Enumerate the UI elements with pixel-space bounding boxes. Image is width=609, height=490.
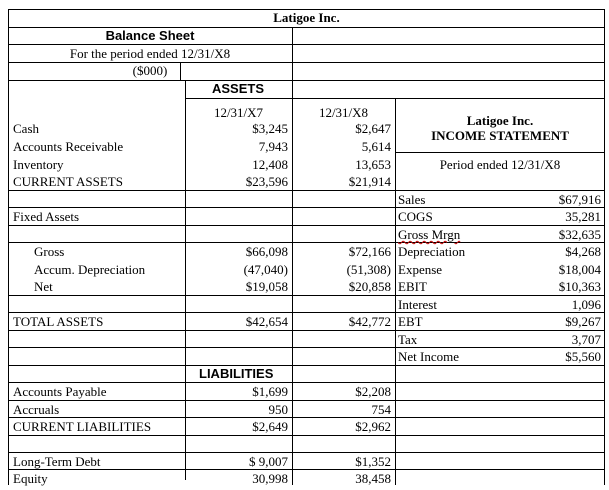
is-company: Latigoe Inc.: [466, 113, 534, 128]
is-value-net-income: $5,560: [565, 349, 601, 364]
row-label-current-liabilities: CURRENT LIABILITIES: [13, 419, 152, 434]
is-value-cogs: 35,281: [565, 209, 601, 224]
net-x8: $20,858: [348, 279, 391, 294]
is-value-ebt: $9,267: [565, 314, 601, 329]
ltd-x7: $ 9,007: [249, 454, 288, 469]
is-value-ebit: $10,363: [558, 279, 601, 294]
row-label-gross: Gross: [34, 244, 65, 259]
current-assets-x8: $21,914: [348, 174, 391, 189]
hline: [8, 190, 395, 191]
vline: [292, 27, 293, 80]
hline: [8, 382, 605, 383]
col-header-x8: 12/31/X8: [318, 105, 369, 120]
hline: [8, 312, 605, 313]
total-assets-x7: $42,654: [245, 314, 288, 329]
row-label-ar: Accounts Receivable: [13, 139, 124, 154]
cash-x7: $3,245: [252, 121, 288, 136]
row-label-total-assets: TOTAL ASSETS: [13, 314, 104, 329]
ltd-x8: $1,352: [355, 454, 391, 469]
row-label-equity: Equity: [13, 471, 48, 486]
hline: [8, 417, 605, 418]
row-label-accum-dep: Accum. Depreciation: [34, 262, 146, 277]
hline: [8, 242, 605, 243]
ap-x8: $2,208: [355, 384, 391, 399]
accruals-x8: 754: [371, 402, 391, 417]
hline: [8, 44, 605, 45]
row-label-accruals: Accruals: [13, 402, 60, 417]
cash-x8: $2,647: [355, 121, 391, 136]
balance-sheet-units: ($000): [132, 63, 168, 78]
ap-x7: $1,699: [252, 384, 288, 399]
hline: [8, 365, 605, 366]
accruals-x7: 950: [268, 402, 288, 417]
is-label-net-income: Net Income: [398, 349, 460, 364]
net-x7: $19,058: [245, 279, 288, 294]
hline: [8, 295, 605, 296]
current-assets-x7: $23,596: [245, 174, 288, 189]
equity-x7: 30,998: [252, 471, 288, 486]
balance-sheet-title: Balance Sheet: [105, 28, 195, 43]
is-label-cogs: COGS: [398, 209, 433, 224]
hline: [8, 400, 605, 401]
is-label-tax: Tax: [398, 332, 418, 347]
is-value-gross-margin: $32,635: [558, 227, 601, 242]
is-label-gross-margin: [398, 227, 460, 242]
col-header-x7: 12/31/X7: [213, 105, 264, 120]
hline: [8, 80, 605, 81]
is-title: INCOME STATEMENT: [431, 128, 569, 143]
is-value-expense: $18,004: [558, 262, 601, 277]
hline: [395, 190, 605, 191]
is-value-depreciation: $4,268: [565, 244, 601, 259]
is-label-ebt: EBT: [398, 314, 423, 329]
is-label-interest: Interest: [398, 297, 437, 312]
total-assets-x8: $42,772: [348, 314, 391, 329]
is-label-ebit: EBIT: [398, 279, 427, 294]
gross-margin-text: Gross Mrgn: [398, 227, 461, 242]
hline: [8, 330, 605, 331]
assets-header: ASSETS: [212, 81, 265, 96]
row-label-fixed-assets: Fixed Assets: [13, 209, 80, 224]
hline: [8, 452, 605, 453]
hline: [8, 435, 605, 436]
is-label-depreciation: Depreciation: [398, 244, 466, 259]
row-label-ltd: Long-Term Debt: [13, 454, 101, 469]
ar-x7: 7,943: [258, 139, 288, 154]
row-label-inventory: Inventory: [13, 157, 64, 172]
row-label-ap: Accounts Payable: [13, 384, 107, 399]
is-value-tax: 3,707: [571, 332, 601, 347]
ar-x8: 5,614: [361, 139, 391, 154]
is-period: Period ended 12/31/X8: [439, 157, 561, 172]
liabilities-header: LIABILITIES: [199, 366, 274, 381]
gross-x7: $66,098: [245, 244, 288, 259]
hline: [8, 347, 605, 348]
is-label-expense: Expense: [398, 262, 443, 277]
hline: [8, 225, 605, 226]
is-label-sales: Sales: [398, 192, 426, 207]
company-title: Latigoe Inc.: [273, 10, 340, 25]
hline: [8, 207, 605, 208]
inventory-x8: 13,653: [355, 157, 391, 172]
inventory-x7: 12,408: [252, 157, 288, 172]
vline: [292, 80, 293, 98]
balance-sheet-period: For the period ended 12/31/X8: [69, 46, 231, 61]
row-label-cash: Cash: [13, 121, 39, 136]
hline: [8, 469, 605, 470]
current-liab-x7: $2,649: [252, 419, 288, 434]
current-liab-x8: $2,962: [355, 419, 391, 434]
accum-dep-x7: (47,040): [243, 262, 288, 277]
hline: [395, 152, 605, 153]
equity-x8: 38,458: [355, 471, 391, 486]
row-label-net: Net: [34, 279, 53, 294]
gross-x8: $72,166: [348, 244, 391, 259]
is-value-sales: $67,916: [558, 192, 601, 207]
row-label-current-assets: CURRENT ASSETS: [13, 174, 123, 189]
is-value-interest: 1,096: [571, 297, 601, 312]
accum-dep-x8: (51,308): [346, 262, 391, 277]
